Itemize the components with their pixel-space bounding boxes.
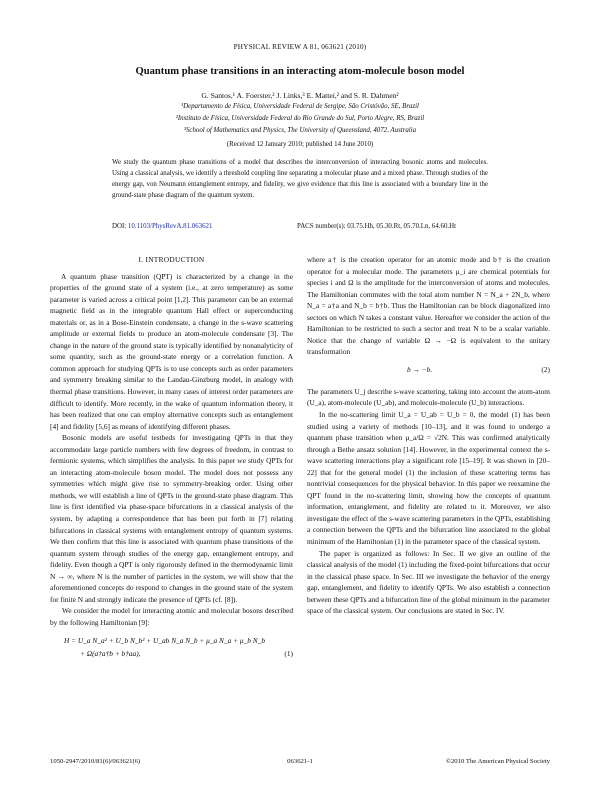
doi-label: DOI: — [112, 223, 127, 230]
equation-1-number: (1) — [284, 648, 293, 658]
footer-copyright: ©2010 The American Physical Society — [445, 758, 550, 765]
equation-1 — [50, 635, 293, 663]
equation-2 — [307, 364, 550, 378]
equation-2-number: (2) — [541, 364, 550, 374]
section-heading: I. INTRODUCTION — [138, 255, 205, 264]
paragraph: The paper is organized as follows: In Sec. II we give an outline of the classical analysis of the model (1) including the fixed-point bifurcations that occur in the classical phase space. In Sec. III we investigate the behavior of the energy gap, entanglement, and fidelity to identify QPTs. We also establish a connection between these QPTs and a bifurcation line of the global minimum in the parameter space of the classical system. Our conclusions are stated in Sec. IV. — [307, 548, 550, 616]
journal-header: PHYSICAL REVIEW A 81, 063621 (2010) — [233, 43, 367, 51]
paragraph: We consider the model for interacting atomic and molecular bosons described by the following Hamiltonian [9]: — [50, 606, 293, 627]
pacs-numbers: PACS number(s): 03.75.Hh, 05.30.Rt, 05.70.Ln, 64.60.Ht — [297, 223, 457, 230]
footer-page-number: 063621-1 — [287, 758, 313, 765]
author-list: G. Santos,¹ A. Foerster,² J. Links,³ E. Mattei,² and S. R. Dahmen² — [201, 91, 399, 100]
affiliation-1: ¹Departamento de Física, Universidade Federal de Sergipe, São Cristóvão, SE, Brazil — [181, 103, 419, 110]
right-column — [307, 254, 550, 617]
paragraph: In the no-scattering limit U_a = U_ab = U_b = 0, the model (1) has been studied using a variety of methods [10–13], and it was found to undergo a quantum phase transition when μ_a/Ω = √2N. This was confirmed analytically through a Bethe ansatz solution [14]. However, in the experimental context the s-wave scattering interactions play a significant role [15–19]. It was shown in [20–22] that for the general model (1) the inclusion of these scattering terms has nontrivial consequences for the physical behavior. In this paper we reexamine the QPT found in the no-scattering limit, showing how the concepts of quantum information, entanglement, and fidelity are related to it. Moreover, we also investigate the effect of the s-wave scattering parameters in the QPTs, establishing a connection between the QPTs and the bifurcation line associated to the global minimum of the Hamiltonian (1) in the parameter space of the classical system. — [307, 410, 550, 547]
received-dates: (Received 12 January 2010; published 14 June 2010) — [226, 141, 374, 148]
left-column — [50, 254, 293, 669]
paper-title: Quantum phase transitions in an interacting atom-molecule boson model — [135, 66, 465, 77]
footer-issn: 1050-2947/2010/81(6)/063621(6) — [50, 758, 141, 765]
equation-2-expr: b → −b. — [407, 364, 433, 374]
paragraph: where a† is the creation operator for an atomic mode and b† is the creation operator for a molecular mode. The parameters μ_i are chemical potentials for species i and Ω is the amplitude for the interconversion of atoms and molecules. The Hamiltonian commutes with the total atom number N = N_a + 2N_b, where N_a = a†a and N_b = b†b. Thus the Hamiltonian can be block diagonalized into sectors on which N takes a constant value. Hereafter we consider the action of the Hamiltonian to be restricted to such a sector and treat N to be a scalar variable. Notice that the change of variable Ω → −Ω is equivalent to the unitary transformation — [307, 255, 550, 357]
abstract: We study the quantum phase transitions of a model that describes the interconversion of interacting bosonic atoms and molecules. Using a classical analysis, we identify a threshold coupling line separating a molecular phase and a mixed phase. Through studies of the energy gap, von Neumann entanglement entropy, and fidelity, we give evidence that this line is associated with a boundary line in the ground-state phase diagram of the quantum system. — [112, 159, 488, 199]
paragraph: Bosonic models are useful testbeds for investigating QPTs in that they accommodate large particle numbers with few degrees of freedom, in contrast to fermionic systems, which simplifies the analysis. In this paper we study QPTs for an interacting atom-molecule boson model. The model does not possess any symmetries which might give rise to symmetry-breaking order. Using other methods, we will establish a line of QPTs in the ground-state phase diagram. This line is first identified via phase-space bifurcations in a classical analysis of the system, by adapting a correspondence that has been put forth in [7] relating bifurcations in classical systems with entanglement entropy of quantum systems. We then confirm that this line is associated with quantum phase transitions of the quantum system through studies of the energy gap, entanglement entropy, and fidelity. Even though a QPT is only rigorously defined in the thermodynamic limit N → ∞, where N is the number of particles in the system, we will show that the aforementioned concepts do respond to changes in the ground state of the system for finite N and strongly indicate the presence of QPTs (cf. [8]). — [50, 433, 293, 604]
affiliation-3: ³School of Mathematics and Physics, The University of Queensland, 4072, Australia — [183, 127, 417, 134]
doi-link[interactable]: 10.1103/PhysRevA.81.063621 — [127, 223, 213, 230]
equation-1-line-1: H = U_a N_a² + U_b N_b² + U_ab N_a N_b + μ_a N_a + μ_b N_b — [64, 635, 265, 645]
affiliation-2: ²Instituto de Física, Universidade Federal do Rio Grande do Sul, Porto Alegre, RS, Brazil — [175, 115, 425, 122]
paragraph: A quantum phase transition (QPT) is characterized by a change in the properties of the ground state of a system (i.e., at zero temperature) as some parameter is varied across a critical point [1,2]. This parameter can be an external magnetic field as in the integrable quantum Hall effect or superconducting materials or, as in a Bose-Einstein condensate, a change in the s-wave scattering amplitude or external fields to produce an atom-molecule condensate [3]. The change in the nature of the ground state is typically identified by nonanalyticity of some quantity, such as the ground-state energy or a correlation function. A common approach for studying QPTs is to use concepts such as order parameters and symmetry breaking similar to the Landau-Ginzburg model, in analogy with thermal phase transitions. However, in many cases of interest order parameters are difficult to identify. More recently, in the wake of quantum information theory, it has been realized that one can employ alternative concepts such as entanglement [4] and fidelity [5,6] as means of identifying different phases. — [50, 271, 293, 431]
equation-1-line-2: + Ω(a†a†b + b†aa), — [80, 648, 141, 658]
doi-line — [112, 223, 212, 230]
paragraph: The parameters U_j describe s-wave scattering, taking into account the atom-atom (U_a), atom-molecule (U_ab), and molecule-molecule (U_b) interactions. — [307, 386, 550, 408]
